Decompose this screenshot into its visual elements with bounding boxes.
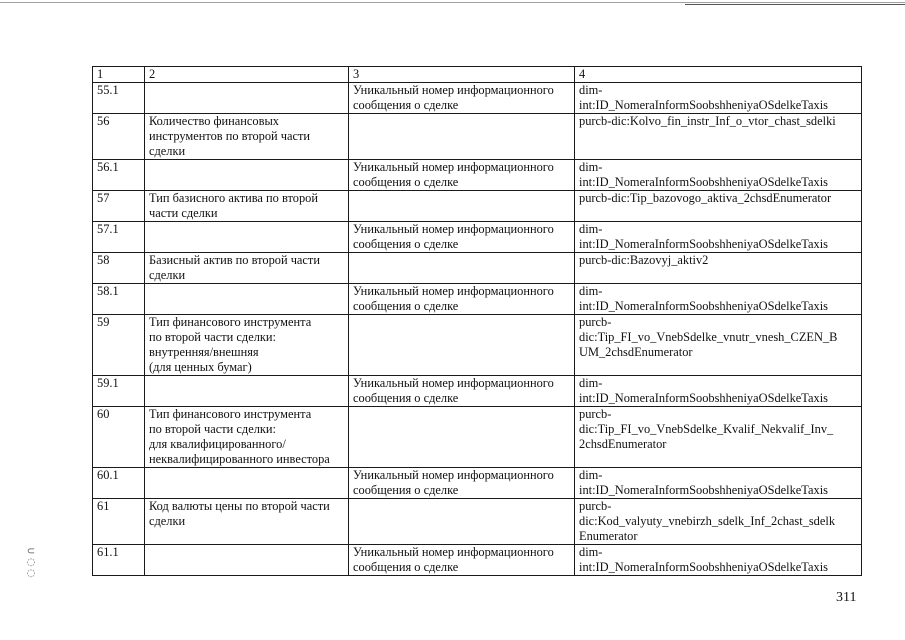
row-number-cell: 58 (93, 253, 145, 284)
table-row (93, 114, 862, 160)
row-code-cell: dim- int:ID_NomeraInformSoobshheniyaOSdelkeTaxis (575, 376, 862, 407)
table-row (93, 160, 862, 191)
row-number-cell: 57 (93, 191, 145, 222)
row-description-cell (349, 315, 575, 376)
row-name-cell (145, 545, 349, 576)
row-code-cell: dim- int:ID_NomeraInformSoobshheniyaOSdelkeTaxis (575, 545, 862, 576)
row-name-cell (145, 376, 349, 407)
row-code-cell: purcb- dic:Kod_valyuty_vnebirzh_sdelk_Inf_2chast_sdelk Enumerator (575, 499, 862, 545)
table-row (93, 191, 862, 222)
row-name-cell: Количество финансовых инструментов по второй части сделки (145, 114, 349, 160)
table-row (93, 376, 862, 407)
row-description-cell (349, 499, 575, 545)
table-row (93, 315, 862, 376)
row-description-cell: Уникальный номер информационного сообщения о сделке (349, 284, 575, 315)
row-code-cell: dim- int:ID_NomeraInformSoobshheniyaOSdelkeTaxis (575, 222, 862, 253)
header-cell-4: 4 (575, 67, 862, 83)
header-cell-1: 1 (93, 67, 145, 83)
row-number-cell: 56.1 (93, 160, 145, 191)
page-number: 311 (836, 590, 857, 605)
table-header-row (93, 67, 862, 83)
table-row (93, 468, 862, 499)
row-number-cell: 58.1 (93, 284, 145, 315)
row-code-cell: purcb- dic:Tip_FI_vo_VnebSdelke_Kvalif_Nekvalif_Inv_ 2chsdEnumerator (575, 407, 862, 468)
table-row (93, 222, 862, 253)
header-cell-2: 2 (145, 67, 349, 83)
table-row (93, 253, 862, 284)
table-row (93, 407, 862, 468)
row-description-cell (349, 191, 575, 222)
row-description-cell: Уникальный номер информационного сообщения о сделке (349, 468, 575, 499)
row-name-cell (145, 468, 349, 499)
row-number-cell: 60 (93, 407, 145, 468)
row-code-cell: purcb-dic:Tip_bazovogo_aktiva_2chsdEnumerator (575, 191, 862, 222)
attributes-table (92, 66, 862, 576)
row-name-cell: Тип финансового инструмента по второй части сделки: для квалифицированного/ неквалифицированного инвестора (145, 407, 349, 468)
row-code-cell: dim- int:ID_NomeraInformSoobshheniyaOSdelkeTaxis (575, 468, 862, 499)
table-row (93, 545, 862, 576)
row-number-cell: 57.1 (93, 222, 145, 253)
row-name-cell (145, 222, 349, 253)
row-description-cell: Уникальный номер информационного сообщения о сделке (349, 83, 575, 114)
row-code-cell: dim- int:ID_NomeraInformSoobshheniyaOSdelkeTaxis (575, 83, 862, 114)
top-right-rule (685, 4, 905, 5)
row-code-cell: purcb-dic:Kolvo_fin_instr_Inf_o_vtor_chast_sdelki (575, 114, 862, 160)
row-code-cell: dim- int:ID_NomeraInformSoobshheniyaOSdelkeTaxis (575, 284, 862, 315)
row-description-cell: Уникальный номер информационного сообщения о сделке (349, 545, 575, 576)
table-row (93, 83, 862, 114)
row-description-cell: Уникальный номер информационного сообщения о сделке (349, 160, 575, 191)
row-description-cell (349, 407, 575, 468)
row-number-cell: 60.1 (93, 468, 145, 499)
row-description-cell: Уникальный номер информационного сообщения о сделке (349, 222, 575, 253)
row-code-cell: purcb- dic:Tip_FI_vo_VnebSdelke_vnutr_vnesh_CZEN_B UM_2chsdEnumerator (575, 315, 862, 376)
row-name-cell: Базисный актив по второй части сделки (145, 253, 349, 284)
row-name-cell (145, 284, 349, 315)
top-scan-rule (0, 2, 905, 3)
row-name-cell: Тип базисного актива по второй части сделки (145, 191, 349, 222)
row-description-cell (349, 253, 575, 284)
row-name-cell: Тип финансового инструмента по второй части сделки: внутренняя/внешняя (для ценных бумаг) (145, 315, 349, 376)
row-description-cell: Уникальный номер информационного сообщения о сделке (349, 376, 575, 407)
row-number-cell: 59.1 (93, 376, 145, 407)
row-number-cell: 59 (93, 315, 145, 376)
table-body (93, 83, 862, 576)
row-number-cell: 61.1 (93, 545, 145, 576)
scan-margin-mark: ⊂ ◌ ◌ (26, 546, 36, 579)
row-number-cell: 55.1 (93, 83, 145, 114)
row-name-cell (145, 83, 349, 114)
table-row (93, 284, 862, 315)
row-number-cell: 61 (93, 499, 145, 545)
row-name-cell (145, 160, 349, 191)
table-row (93, 499, 862, 545)
row-code-cell: purcb-dic:Bazovyj_aktiv2 (575, 253, 862, 284)
header-cell-3: 3 (349, 67, 575, 83)
row-description-cell (349, 114, 575, 160)
row-name-cell: Код валюты цены по второй части сделки (145, 499, 349, 545)
row-number-cell: 56 (93, 114, 145, 160)
row-code-cell: dim- int:ID_NomeraInformSoobshheniyaOSdelkeTaxis (575, 160, 862, 191)
